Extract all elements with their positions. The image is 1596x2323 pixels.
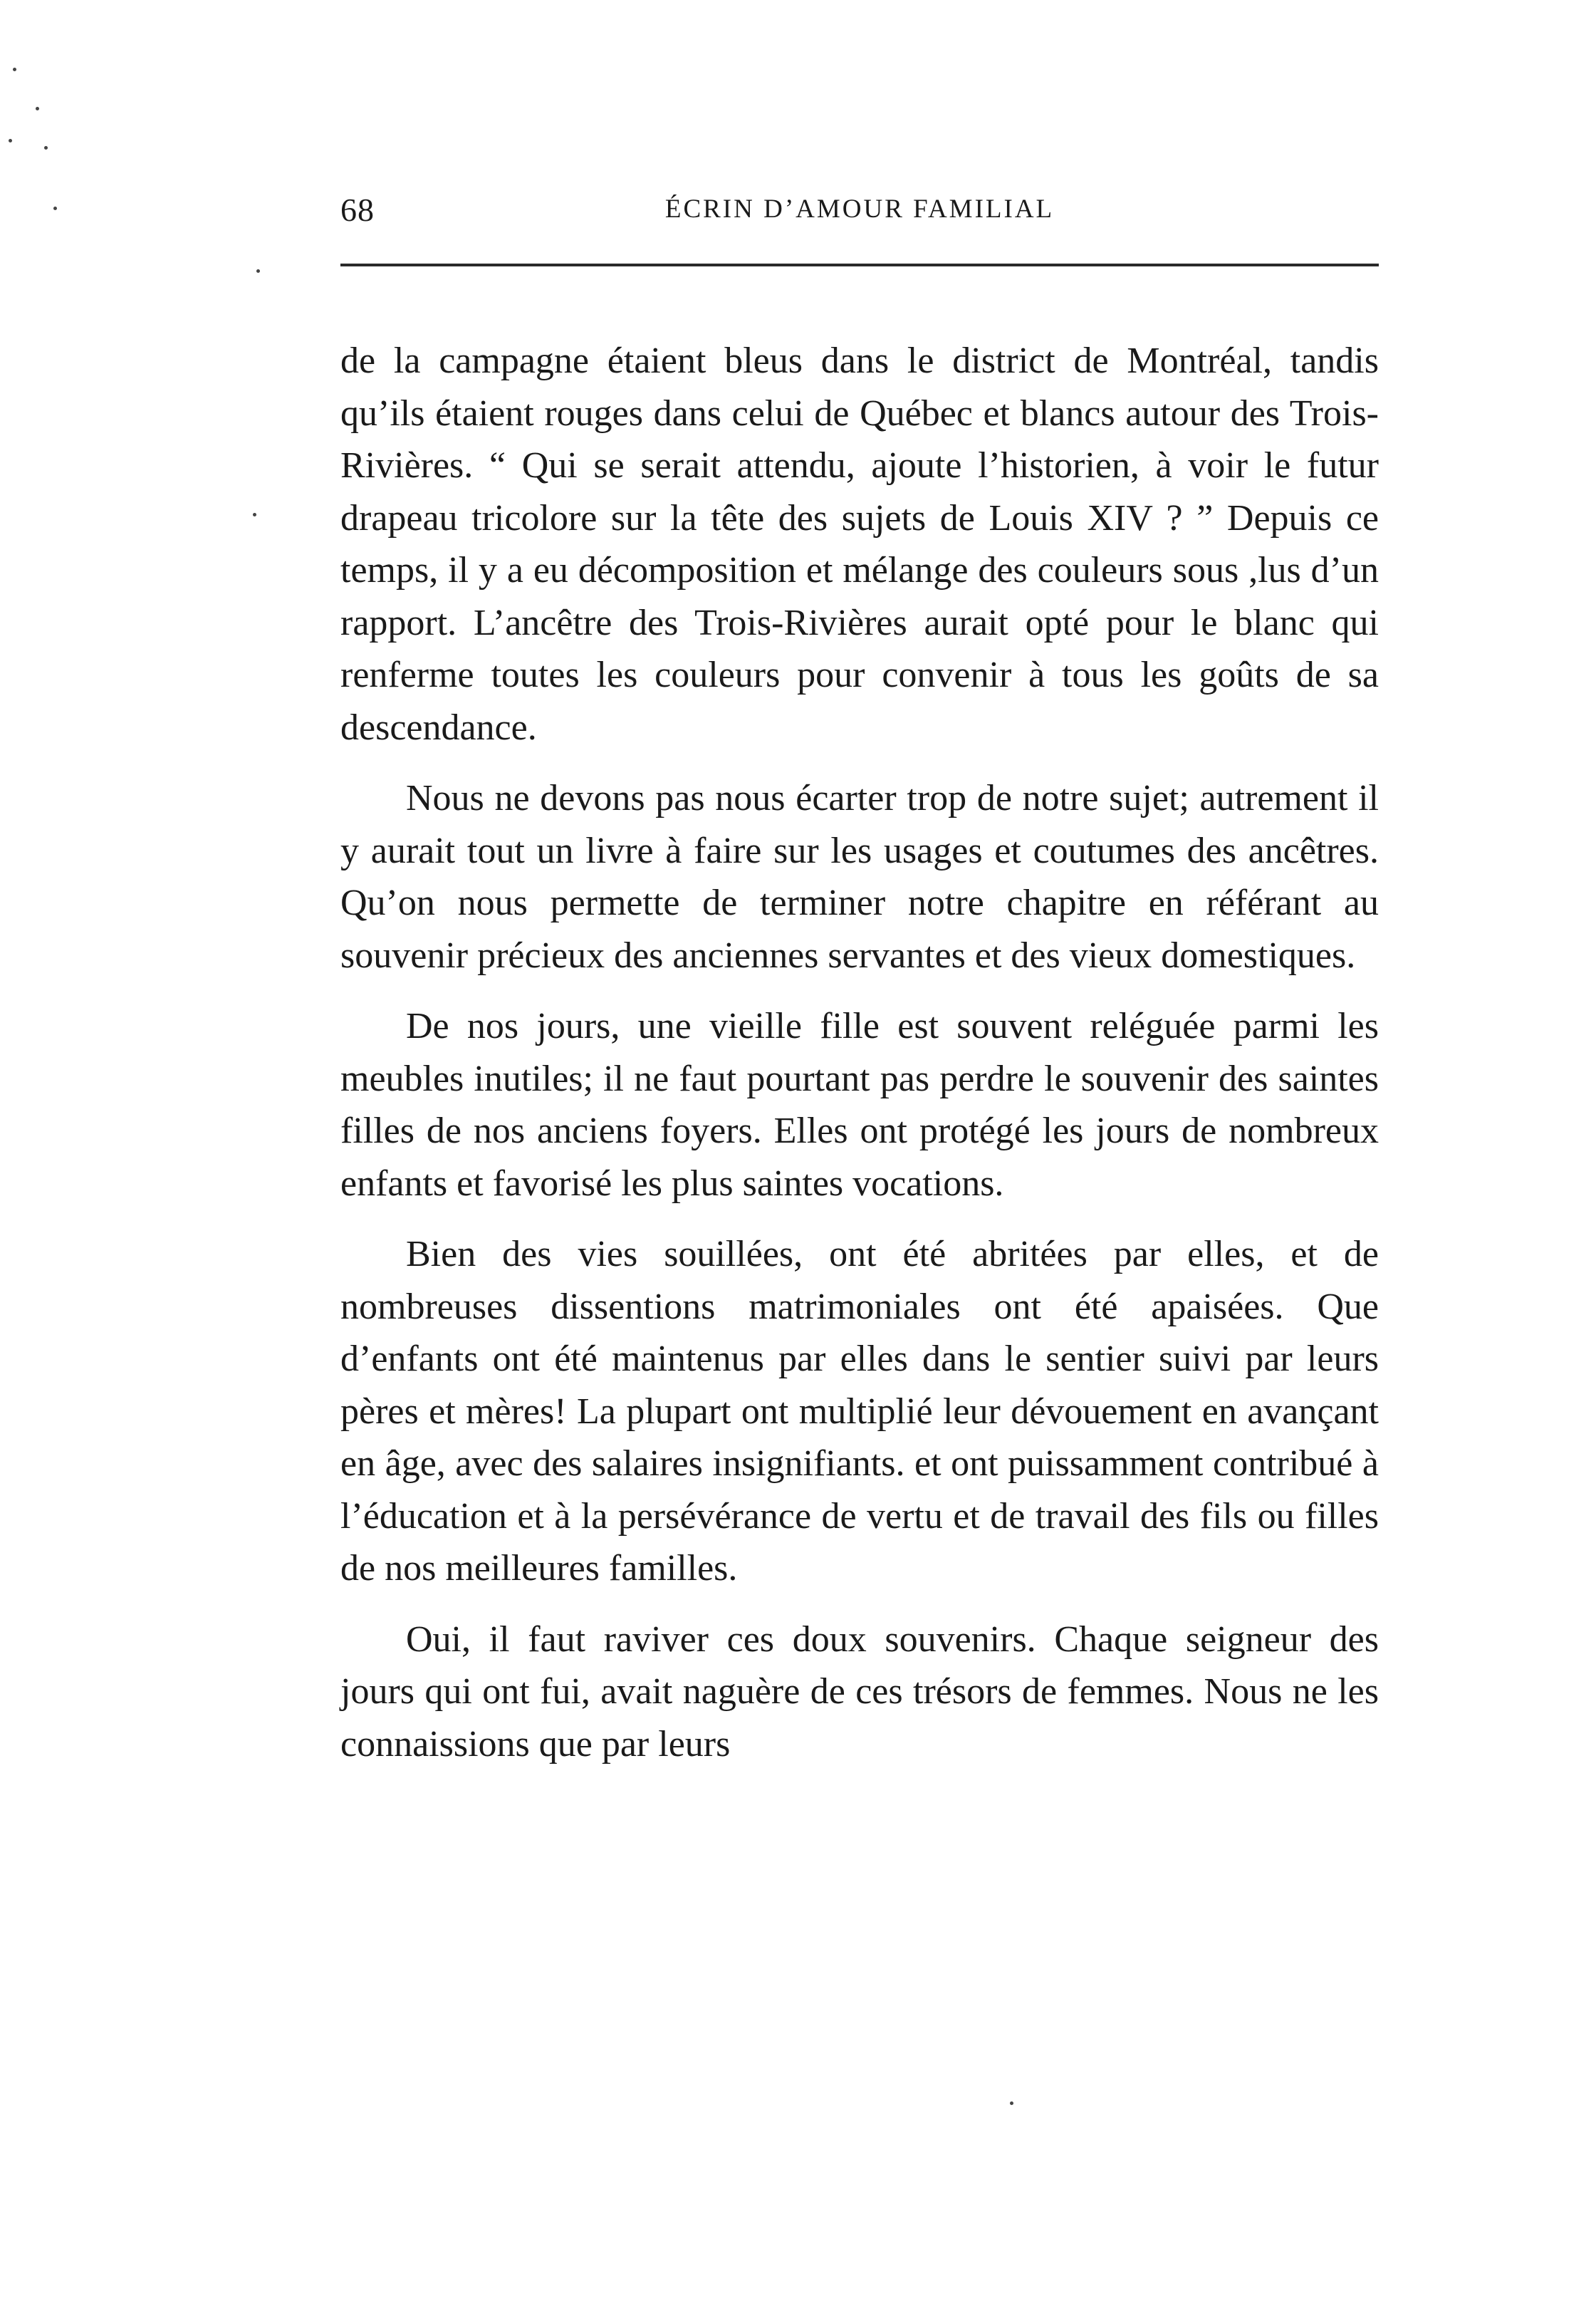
scan-speck (253, 513, 256, 516)
scan-speck (36, 107, 39, 110)
scan-speck (13, 68, 16, 71)
scan-speck (44, 146, 48, 150)
running-head (340, 191, 1379, 241)
paragraph: Oui, il faut raviver ces doux souvenirs. Chaque seigneur des jours qui ont fui, avait naguère de ces trésors de femmes. Nous ne les connaissions que par leurs (340, 1618, 1379, 1765)
running-title: ÉCRIN D’AMOUR FAMILIAL (664, 194, 1055, 224)
header-rule (340, 264, 1379, 266)
paragraph: De nos jours, une vieille fille est souvent reléguée parmi les meubles inutiles; il ne faut pourtant pas perdre le souvenir des saintes filles de nos anciens foyers. Elles ont protégé les jours de nombreux enfants et favorisé les plus saintes vocations. (340, 1006, 1379, 1204)
paragraph: Bien des vies souillées, ont été abritées par elles, et de nombreuses dissentions matrimoniales ont été apaisées. Que d’enfants ont été maintenus par elles dans le sentier suivi par leurs pères et mères! La plupart ont multiplié leur dévouement en avançant en âge, avec des salaires insignifiants. et ont puissamment contribué à l’éducation et à la persévérance de vertu et de travail des fils ou filles de nos meilleures familles. (340, 1234, 1379, 1589)
scan-speck (1010, 2101, 1013, 2105)
scan-speck (9, 139, 12, 142)
page-number: 68 (340, 192, 375, 228)
scan-speck (53, 207, 57, 210)
body-text (340, 335, 1379, 1789)
paragraph: Nous ne devons pas nous écarter trop de notre sujet; autrement il y aurait tout un livre à faire sur les usages et coutumes des ancêtres. Qu’on nous permette de terminer notre chapitre en référant au souvenir précieux des anciennes servantes et des vieux domestiques. (340, 778, 1379, 976)
scan-speck (256, 269, 260, 273)
paragraph-continued: de la campagne étaient bleus dans le district de Montréal, tandis qu’ils étaient rouges dans celui de Québec et blancs autour des Trois-Rivières. “ Qui se serait attendu, ajoute l’historien, à voir le futur drapeau tricolore sur la tête des sujets de Louis XIV ? ” Depuis ce temps, il y a eu décomposition et mélange des couleurs sous ,lus d’un rapport. L’ancêtre des Trois-Rivières aurait opté pour le blanc qui renferme toutes les couleurs pour convenir à tous les goûts de sa descendance. (340, 341, 1379, 748)
